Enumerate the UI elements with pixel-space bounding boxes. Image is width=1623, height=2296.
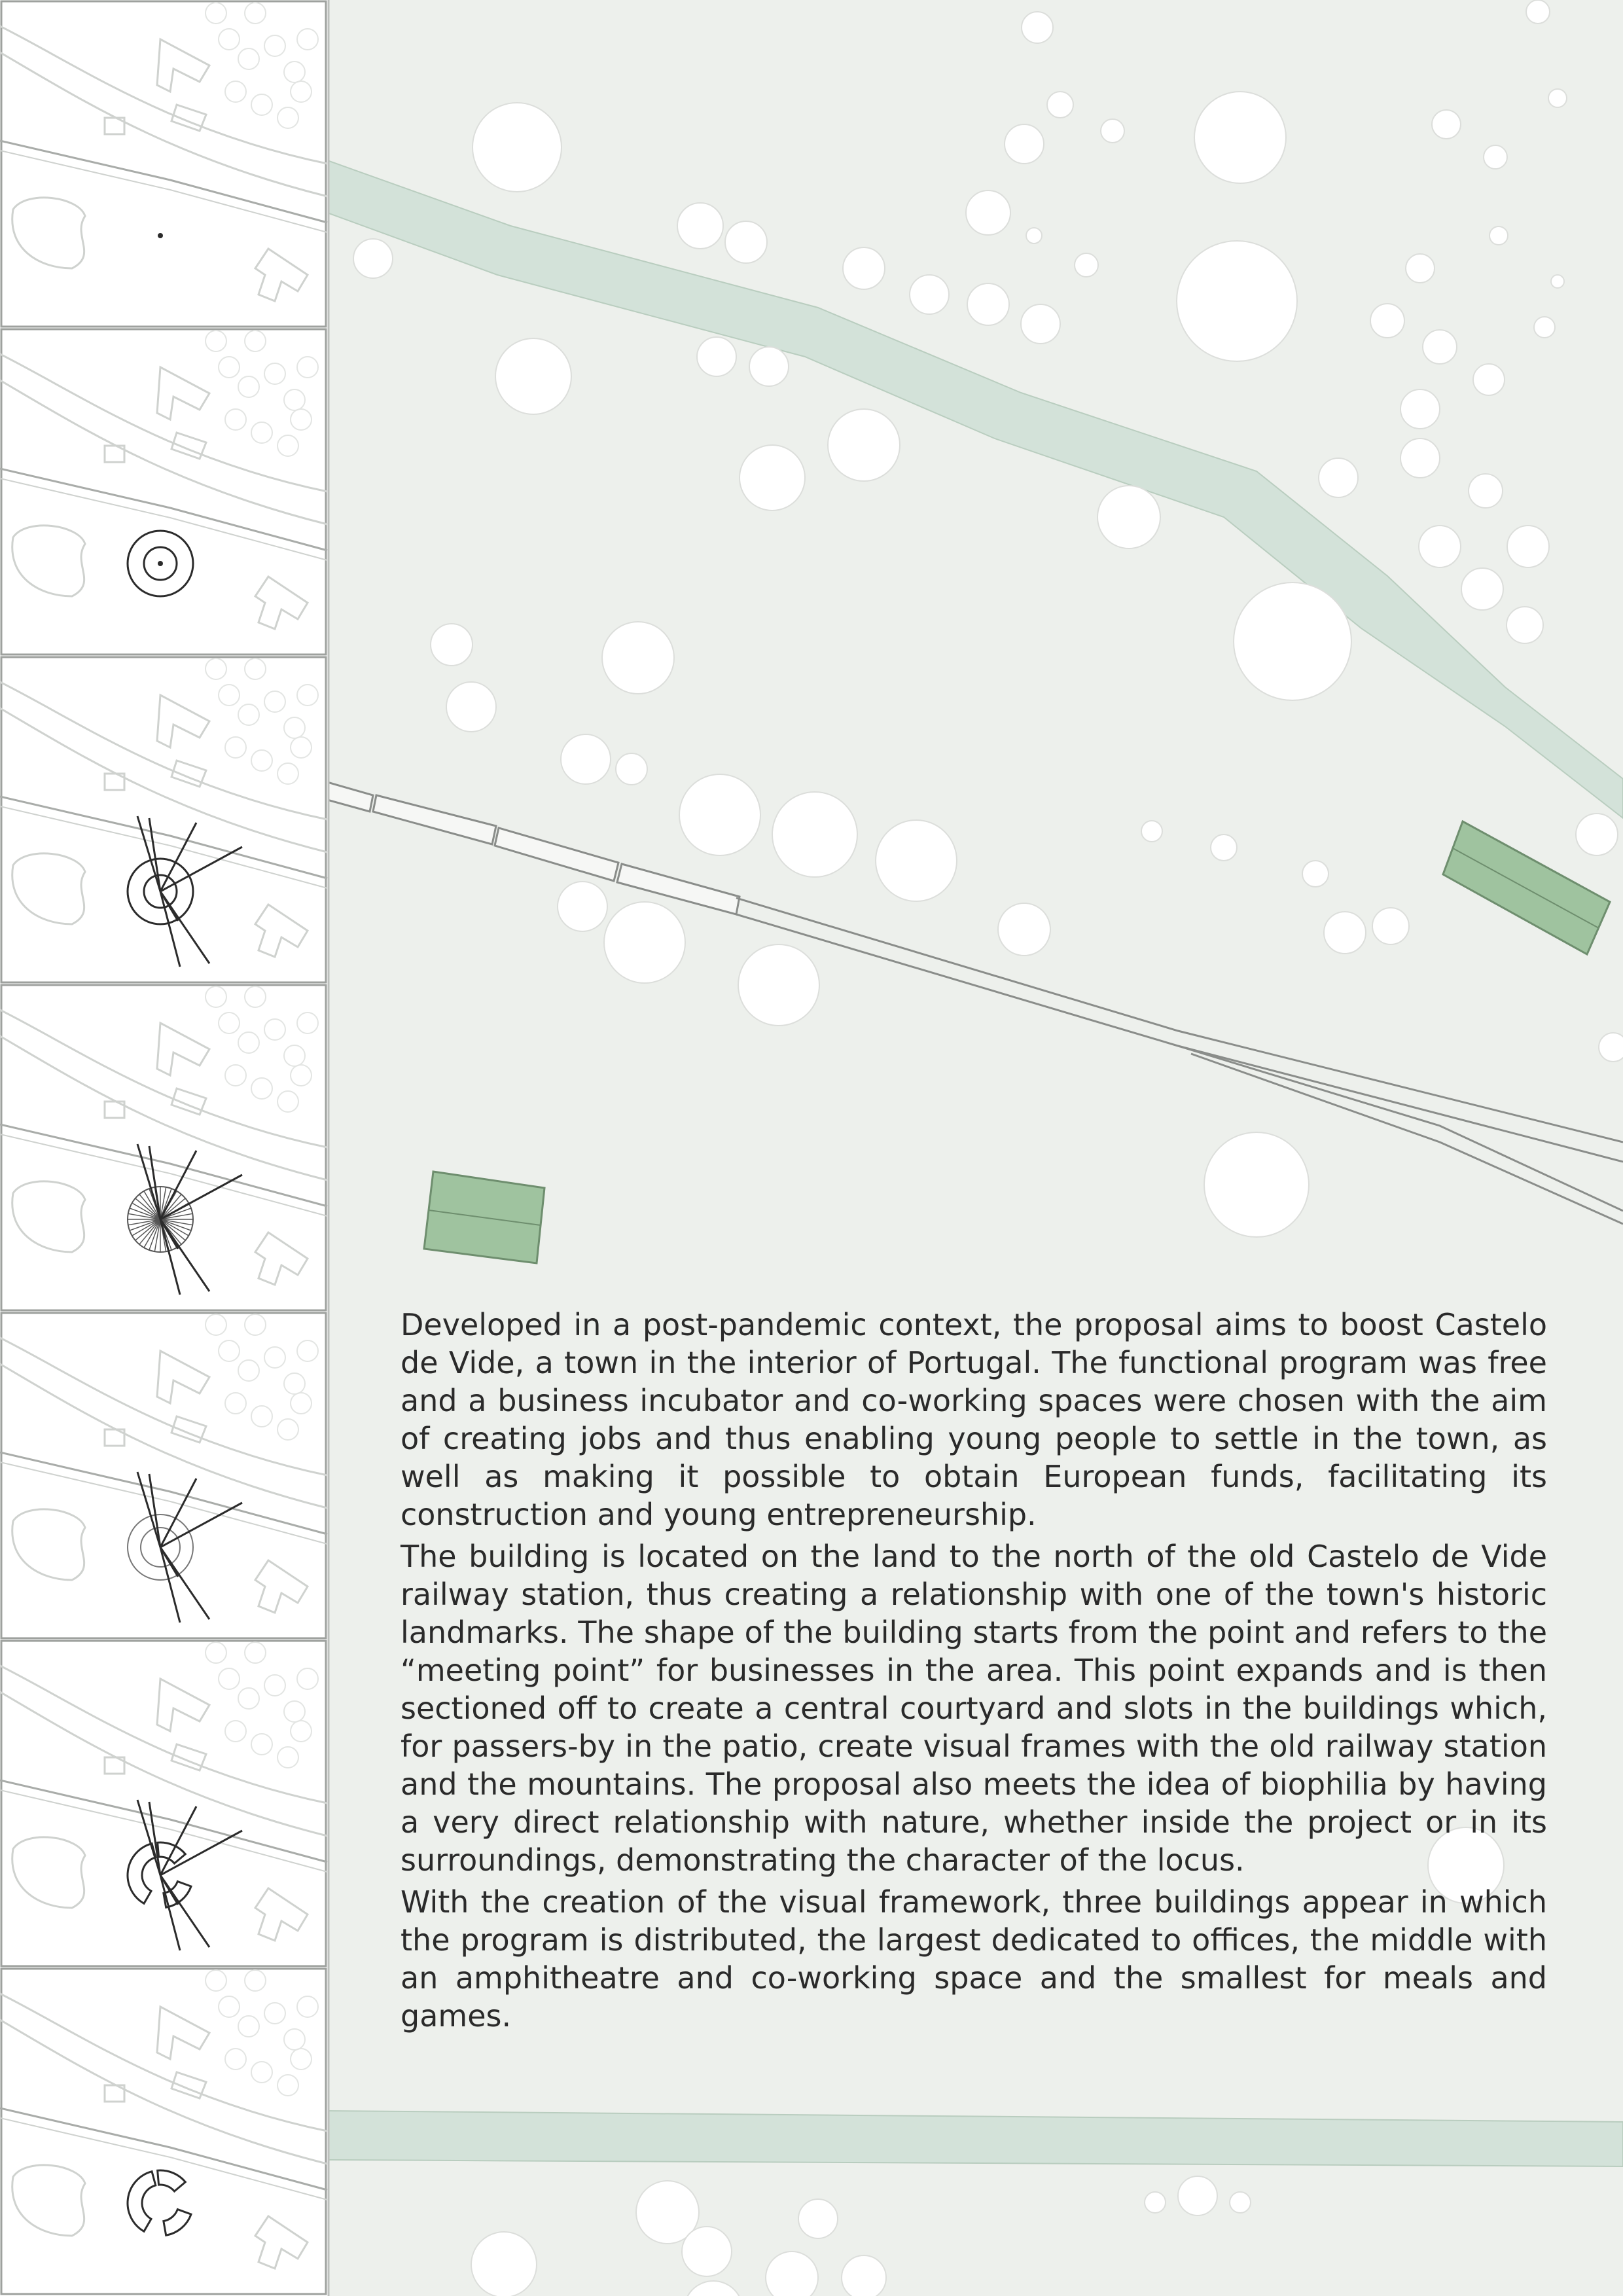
- building-small: [424, 1172, 544, 1263]
- diagram-panel-point: [0, 1, 327, 327]
- description-text: [401, 1306, 1547, 2039]
- diagram-panel-visual-axes: [0, 657, 327, 982]
- diagram-panel-courtyard: [0, 1313, 327, 1638]
- diagram-panel-radial-sectioning: [0, 985, 327, 1310]
- diagram-panel-slots: [0, 1641, 327, 1966]
- paragraph-3: With the creation of the visual framework, three buildings appear in which the program is distributed, the largest dedicated to offices, the middle with an amphitheatre and co-working space and the smallest for meals and games.: [401, 1884, 1547, 2034]
- diagram-panel-expand: [0, 329, 327, 655]
- paragraph-2: The building is located on the land to the north of the old Castelo de Vide railway station, thus creating a relationship with one of the town's historic landmarks. The shape of the building starts from the point and refers to the “meeting point” for businesses in the area. This point expands and is then sectioned off to create a central courtyard and slots in the buildings which, for passers-by in the patio, create visual frames with the old railway station and the mountains. The proposal also meets the idea of biophilia by having a very direct relationship with nature, whether inside the project or in its surroundings, demonstrating the character of the locus.: [401, 1539, 1547, 1878]
- paragraph-1: Developed in a post-pandemic context, the proposal aims to boost Castelo de Vide, a town in the interior of Portugal. The functional program was free and a business incubator and co-working spaces were chosen with the aim of creating jobs and thus enabling young people to settle in the town, as well as making it possible to obtain European funds, facilitating its construction and young entrepreneurship.: [401, 1307, 1547, 1532]
- diagram-panel-three-buildings: [0, 1969, 327, 2294]
